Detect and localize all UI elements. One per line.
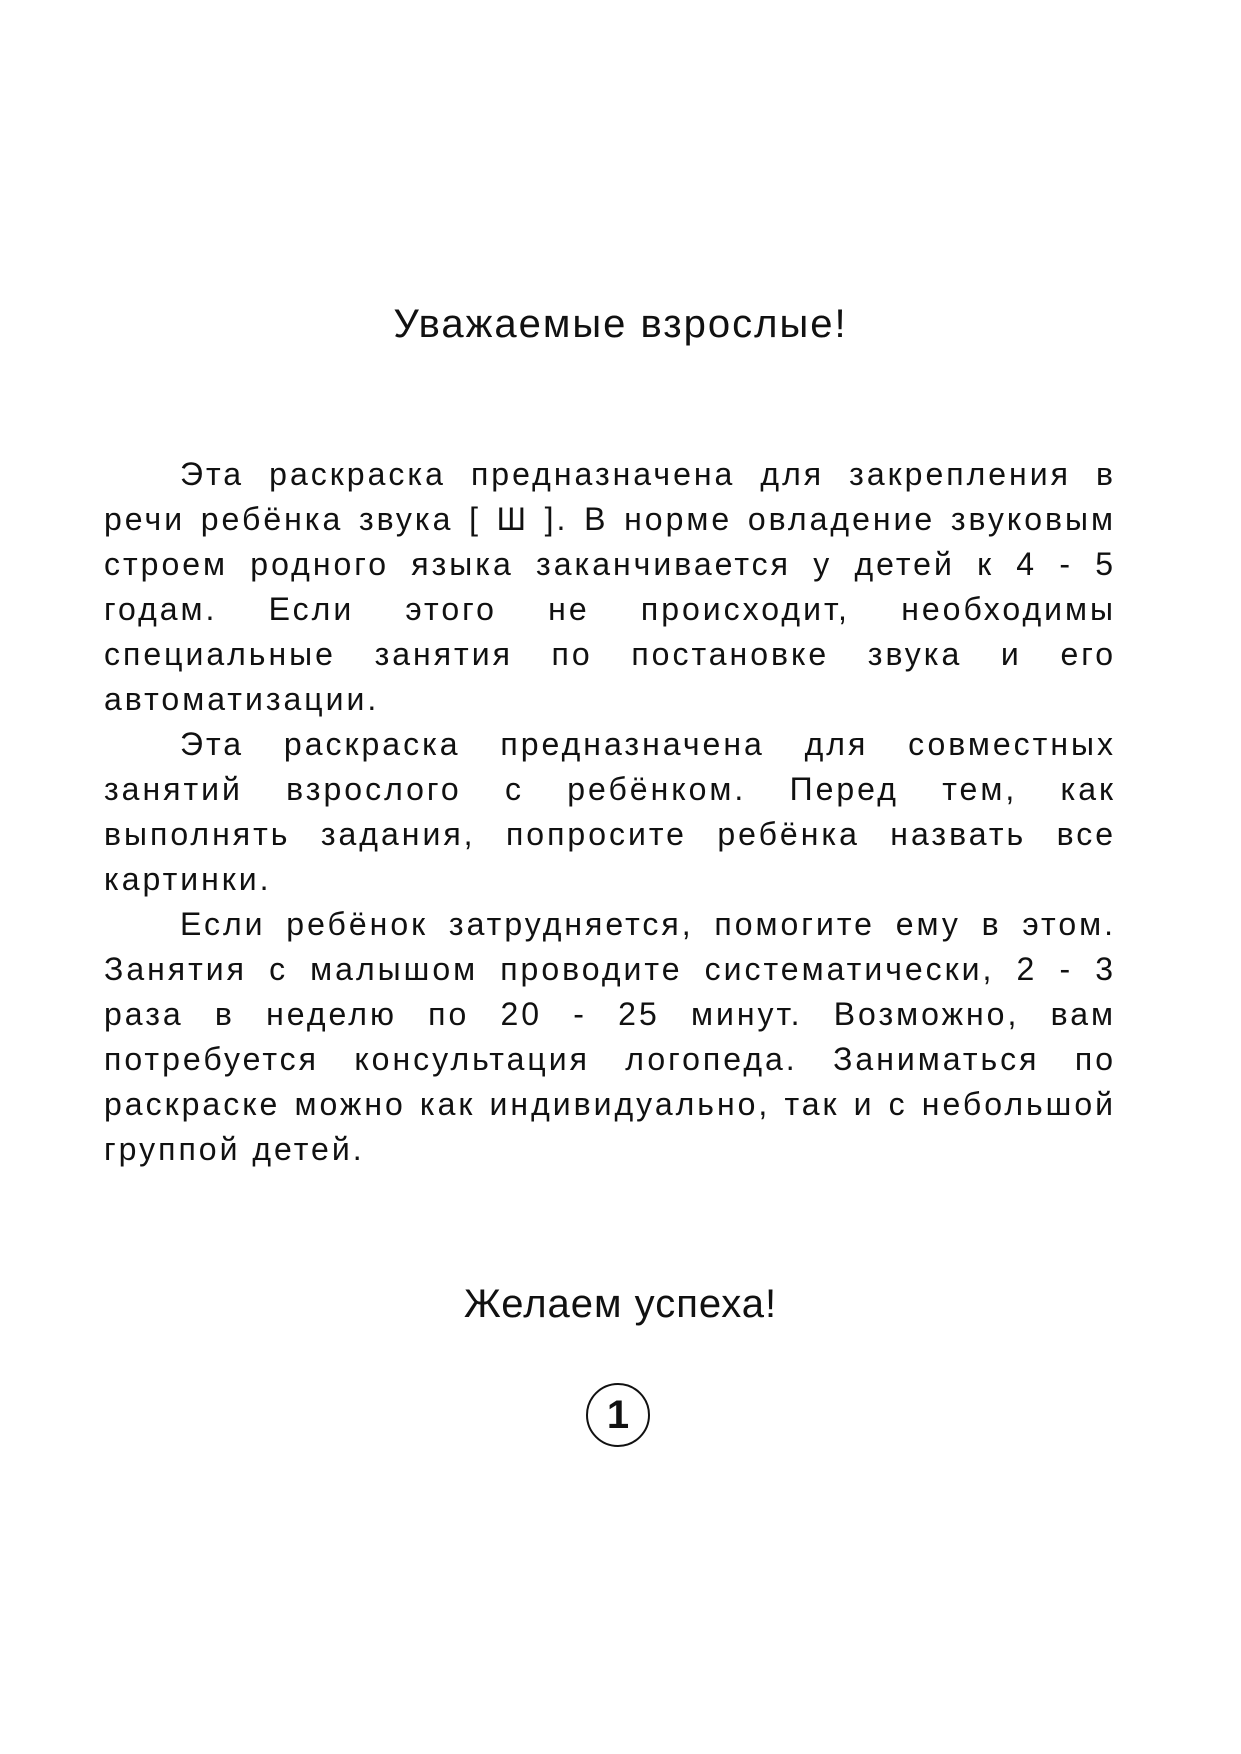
closing-text: Желаем успеха! [463,1282,778,1326]
body-text [104,452,1116,1172]
page-number: 1 [606,1392,630,1437]
page-number-badge [586,1383,650,1447]
paragraph-1: Эта раскраска предназначена для закрепления в речи ребёнка звука [ Ш ]. В норме овладение звуковым строем родного языка заканчивается у детей к 4 - 5 годам. Если этого не происходит, необходимы специальные занятия по постановке звука и его автоматизации. [104,456,1116,717]
paragraph-3: Если ребёнок затрудняется, помогите ему в этом. Занятия с малышом проводите систематически, 2 - 3 раза в неделю по 20 - 25 минут. Возможно, вам потребуется консультация логопеда. Заниматься по раскраске можно как индивидуально, так и с небольшой группой детей. [104,906,1116,1167]
page-title: Уважаемые взрослые! [393,302,848,346]
paragraph-2: Эта раскраска предназначена для совместных занятий взрослого с ребёнком. Перед тем, как выполнять задания, попросите ребёнка назвать все картинки. [104,726,1116,897]
